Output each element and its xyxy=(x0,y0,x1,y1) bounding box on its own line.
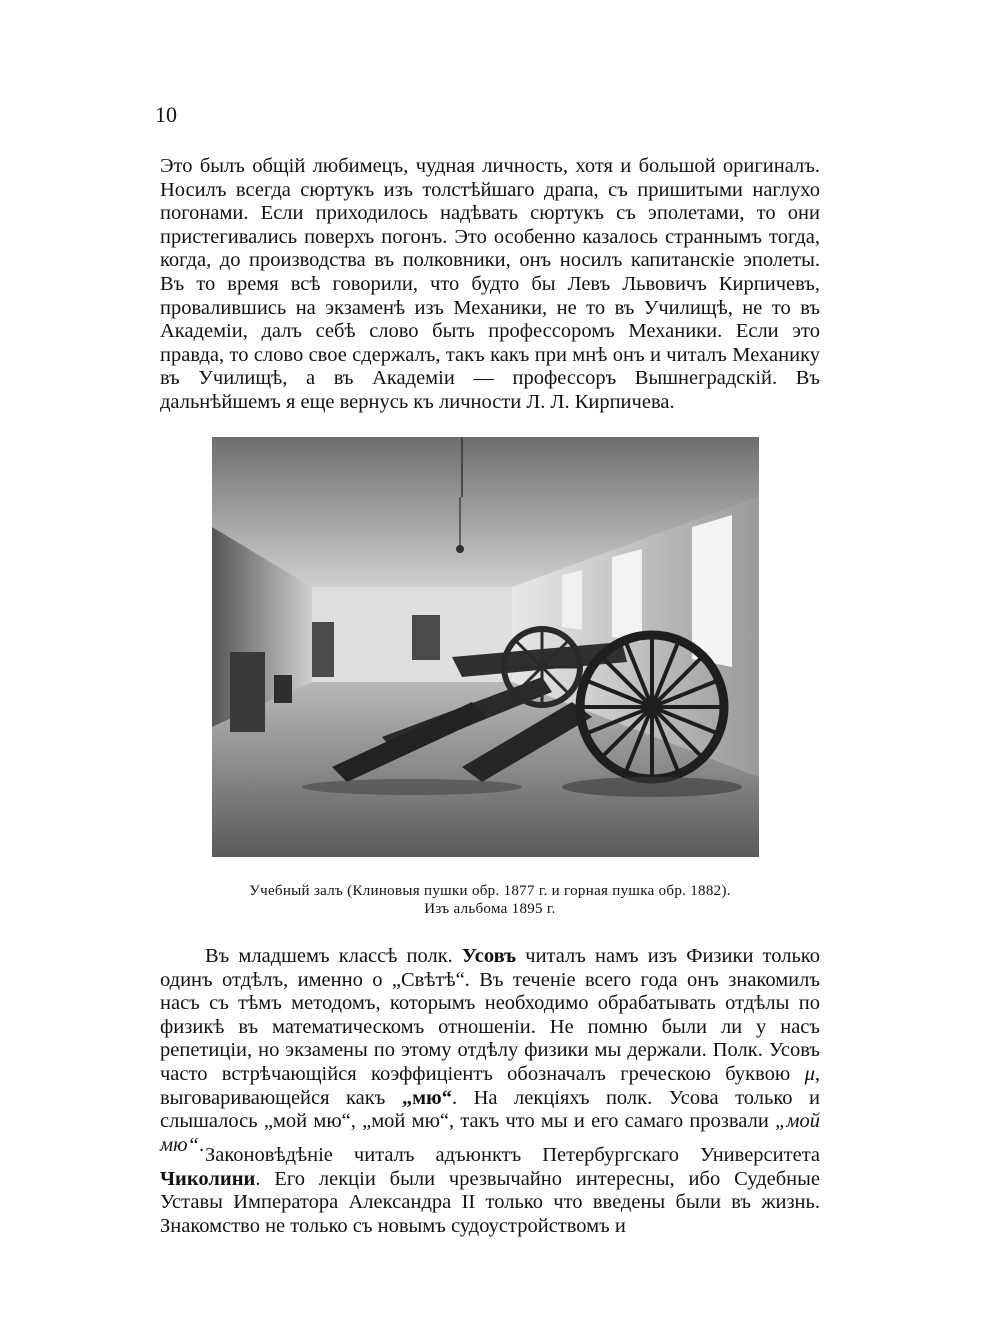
figure-caption xyxy=(160,882,820,918)
name-chikolini: Чиколини xyxy=(160,1167,256,1190)
greek-mu: μ xyxy=(804,1062,815,1085)
text-run: . xyxy=(198,1133,205,1156)
caption-line-1: Учебный залъ (Клиновыя пушки обр. 1877 г. и горная пушка обр. 1882). xyxy=(249,883,731,899)
name-usov: Усовъ xyxy=(461,945,517,967)
text-run: Законовѣдѣніе читалъ адъюнктъ Петербургскаго Университета xyxy=(205,1144,820,1166)
mu-word: „мю“ xyxy=(401,1086,452,1109)
text-run: . На лекціяхъ полк. Усова только и слышалось „мой мю“, „мой мю“, такъ что мы и его самаго прозвали xyxy=(160,1086,821,1133)
paragraph-usov xyxy=(160,945,820,1157)
photo-training-hall xyxy=(212,437,759,857)
page-number: 10 xyxy=(155,102,177,127)
text-run: , выговаривающейся какъ xyxy=(160,1062,820,1109)
paragraph-kirpichev: Это былъ общій любимецъ, чудная личность, хотя и большой оригиналъ. Носилъ всегда сюртукъ изъ толстѣйшаго драпа, съ пришитыми наглухо погонами. Если приходилось надѣвать сюртукъ съ эполетами, то они пристегивались поверхъ погонъ. Это особенно казалось страннымъ тогда, когда, до производства въ полковники, онъ носилъ капитанскіе эполеты. Въ то время всѣ говорили, что будто бы Левъ Львовичъ Кирпичевъ, провалившись на экзаменѣ изъ Механики, не то въ Училищѣ, не то въ Академіи, далъ себѣ слово быть профессоромъ Механики. Если это правда, то слово свое сдержалъ, такъ какъ при мнѣ онъ и читалъ Механику въ Училищѣ, а въ Академіи — профессоръ Вышнеградскій. Въ дальнѣйшемъ я еще вернусь къ личности Л. Л. Кирпичева. xyxy=(160,155,820,413)
caption-line-2: Изъ альбома 1895 г. xyxy=(424,901,556,917)
text-run: Въ младшемъ классѣ полк. xyxy=(205,945,462,967)
nickname: „мой мю“ xyxy=(160,1110,820,1156)
text-run: . Его лекціи были чрезвычайно интересны, ибо Судебные Уставы Императора Александра II только что введены были въ жизнь. Знакомство не только съ новымъ судоустройствомъ и xyxy=(160,1167,820,1237)
paragraph-chikolini xyxy=(160,1144,820,1238)
text-run: читалъ намъ изъ Физики только одинъ отдѣлъ, именно о „Свѣтѣ“. Въ теченіе всего года онъ знакомилъ насъ съ тѣмъ методомъ, которымъ необходимо обрабатывать отдѣлы по физикѣ въ математическомъ отношеніи. Не помню были ли у насъ репетиціи, но экзамены по этому отдѣлу физики мы держали. Полк. Усовъ часто встрѣчающійся коэффиціентъ обозначалъ греческою буквою xyxy=(160,945,820,1085)
